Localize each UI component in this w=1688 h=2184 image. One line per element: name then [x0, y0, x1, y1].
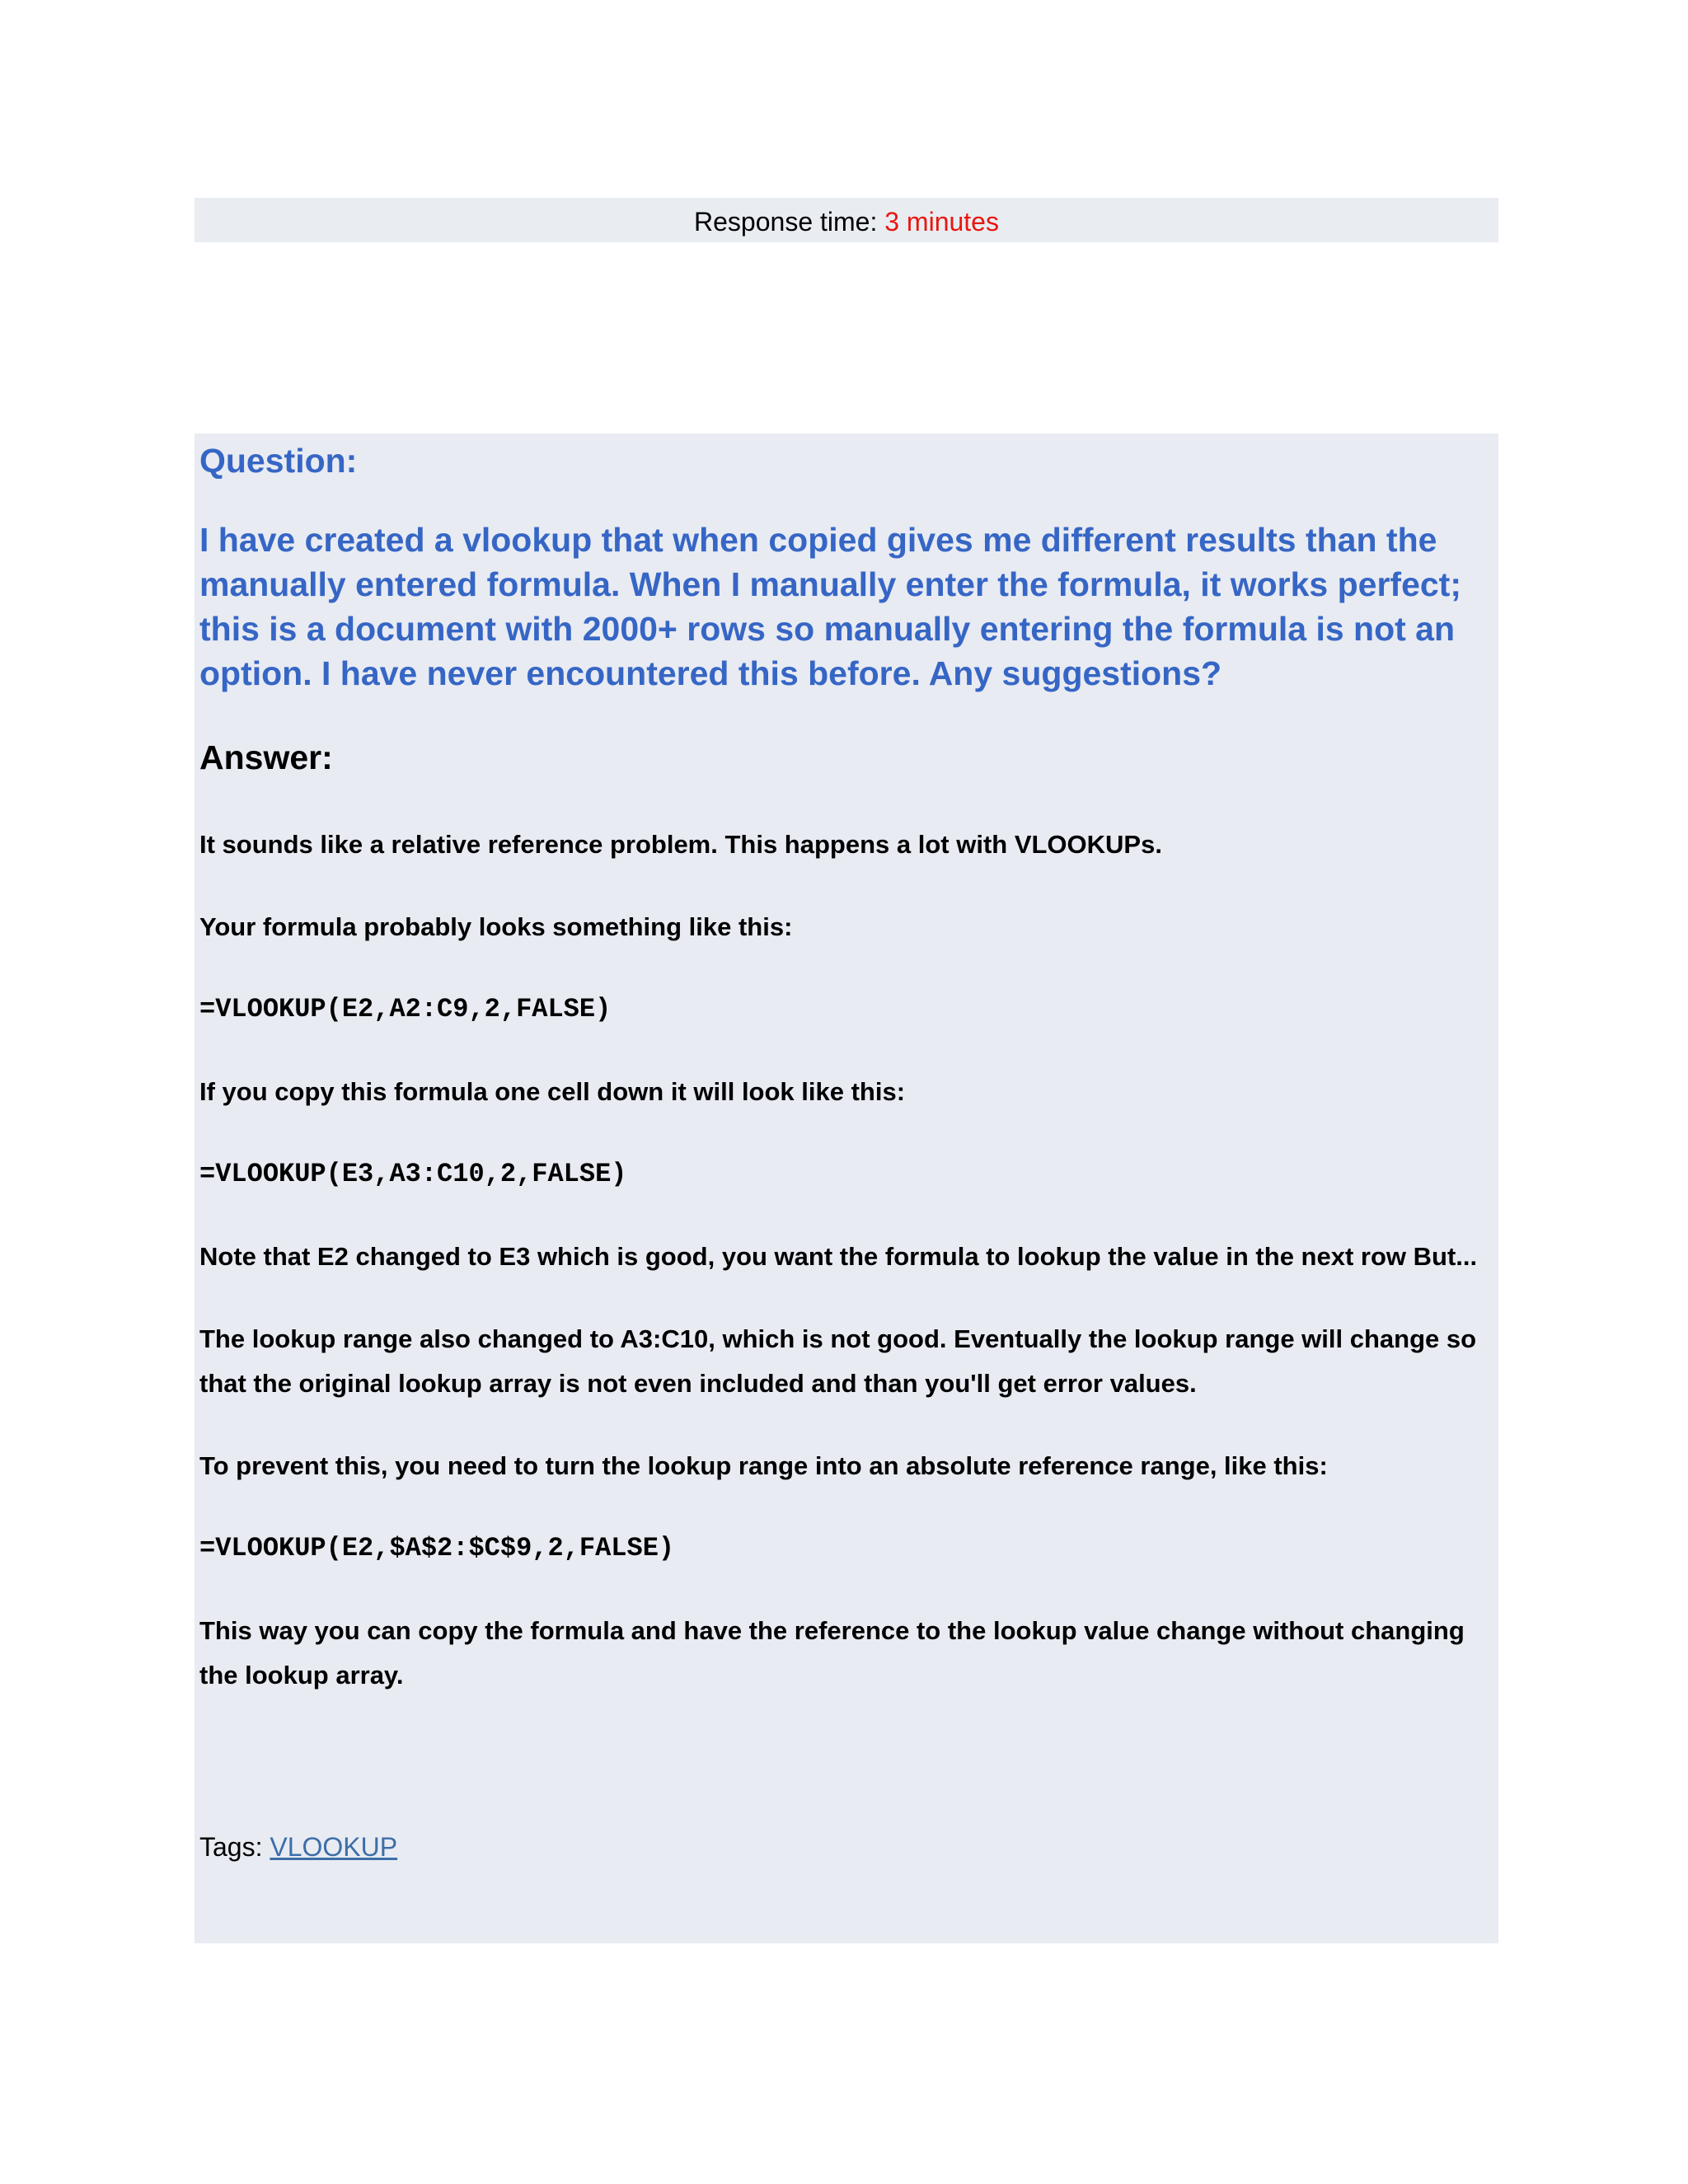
answer-paragraph: It sounds like a relative reference problem. This happens a lot with VLOOKUPs. [199, 830, 1162, 859]
answer-heading: Answer: [199, 738, 333, 776]
formula-example: =VLOOKUP(E2,$A$2:$C$9,2,FALSE) [199, 1533, 675, 1563]
tag-link-vlookup[interactable]: VLOOKUP [270, 1832, 398, 1862]
question-text: I have created a vlookup that when copied gives me different results than the manually entered formula. When I manually enter the formula, it works perfect; this is a document with 2000+ rows so manually entering the formula is not an option. I have never encountered this before. Any suggestions? [199, 521, 1461, 692]
answer-body [199, 823, 1493, 1736]
answer-paragraph: This way you can copy the formula and have the reference to the lookup value change without changing the lookup array. [199, 1616, 1465, 1690]
formula-example: =VLOOKUP(E3,A3:C10,2,FALSE) [199, 1159, 627, 1189]
tags-line [199, 1825, 397, 1869]
response-time-label: Response time: [694, 207, 878, 237]
answer-paragraph: To prevent this, you need to turn the lookup range into an absolute reference range, like this: [199, 1451, 1328, 1480]
response-time-bar [195, 198, 1498, 242]
answer-paragraph: Your formula probably looks something like this: [199, 912, 793, 941]
response-time-value: 3 minutes [884, 207, 999, 237]
answer-paragraph: Note that E2 changed to E3 which is good, you want the formula to lookup the value in the next row But... [199, 1242, 1478, 1271]
answer-paragraph: The lookup range also changed to A3:C10, which is not good. Eventually the lookup range will change so that the original lookup array is not even included and than you'll get error values. [199, 1324, 1477, 1398]
question-heading: Question: [199, 442, 358, 480]
qa-panel [195, 434, 1498, 1943]
formula-example: =VLOOKUP(E2,A2:C9,2,FALSE) [199, 994, 612, 1024]
answer-paragraph: If you copy this formula one cell down it will look like this: [199, 1077, 906, 1106]
tags-label: Tags: [199, 1832, 263, 1862]
